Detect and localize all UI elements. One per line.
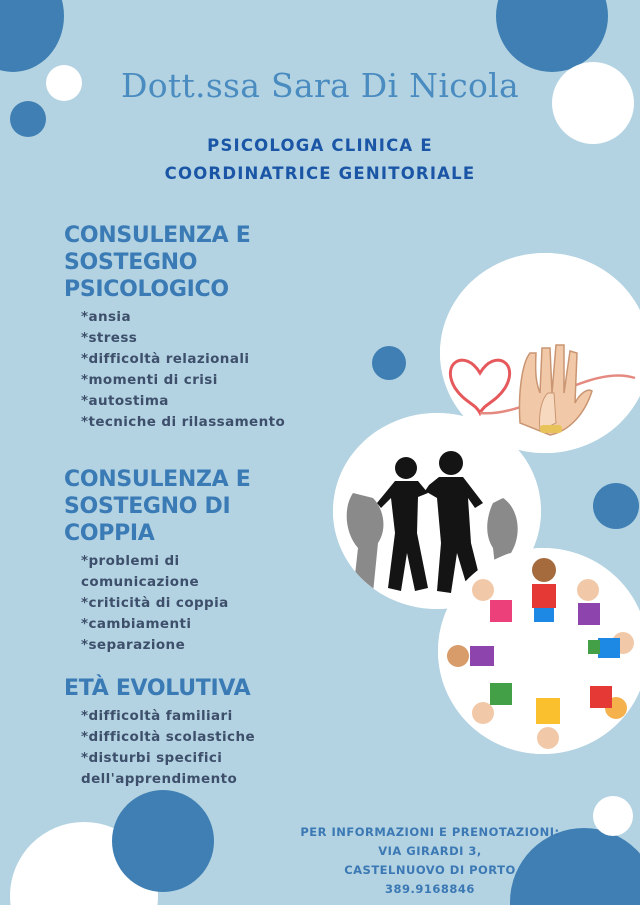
contact-info — [240, 823, 620, 899]
decor-circle — [112, 790, 214, 892]
decor-circle — [372, 346, 406, 380]
section-heading — [64, 466, 251, 547]
list-item: *tecniche di rilassamento — [81, 414, 286, 430]
list-item: *separazione — [81, 637, 186, 653]
list-item: *autostima — [81, 393, 169, 409]
subtitle — [0, 132, 640, 188]
children-circle-icon — [438, 548, 640, 754]
heading-line: COPPIA — [64, 521, 155, 546]
decor-circle — [0, 0, 64, 72]
list-item: *ansia — [81, 309, 131, 325]
heading-line: ETÀ EVOLUTIVA — [64, 676, 251, 701]
list-item: *difficoltà relazionali — [81, 351, 250, 367]
item-list — [64, 307, 285, 433]
heading-line: SOSTEGNO — [64, 250, 198, 275]
list-item: *stress — [81, 330, 138, 346]
item-list — [64, 706, 255, 790]
list-item: *difficoltà familiari — [81, 708, 233, 724]
section-heading — [64, 222, 285, 303]
contact-phone: 389.9168846 — [385, 882, 475, 896]
contact-address: VIA GIRARDI 3, — [378, 844, 482, 858]
heading-line: SOSTEGNO DI — [64, 494, 231, 519]
heading-line: CONSULENZA E — [64, 467, 251, 492]
heading-line: PSICOLOGICO — [64, 277, 229, 302]
list-item: comunicazione — [81, 574, 200, 590]
list-item: *difficoltà scolastiche — [81, 729, 256, 745]
list-item: *problemi di — [81, 553, 180, 569]
list-item: dell'apprendimento — [81, 771, 238, 787]
section-eta-evolutiva — [64, 675, 255, 790]
list-item: *disturbi specifici — [81, 750, 223, 766]
list-item: *cambiamenti — [81, 616, 192, 632]
subtitle-line: COORDINATRICE GENITORIALE — [164, 164, 476, 183]
section-psicologico — [64, 222, 285, 433]
decor-circle — [593, 483, 639, 529]
subtitle-line: PSICOLOGA CLINICA E — [207, 136, 433, 155]
heading-line: CONSULENZA E — [64, 223, 251, 248]
section-coppia — [64, 466, 251, 656]
contact-city: CASTELNUOVO DI PORTO — [344, 863, 516, 877]
section-heading — [64, 675, 255, 702]
item-list — [64, 551, 251, 656]
contact-line: PER INFORMAZIONI E PRENOTAZIONI: — [300, 825, 560, 839]
page-title: Dott.ssa Sara Di Nicola — [120, 66, 519, 105]
list-item: *criticità di coppia — [81, 595, 229, 611]
list-item: *momenti di crisi — [81, 372, 218, 388]
